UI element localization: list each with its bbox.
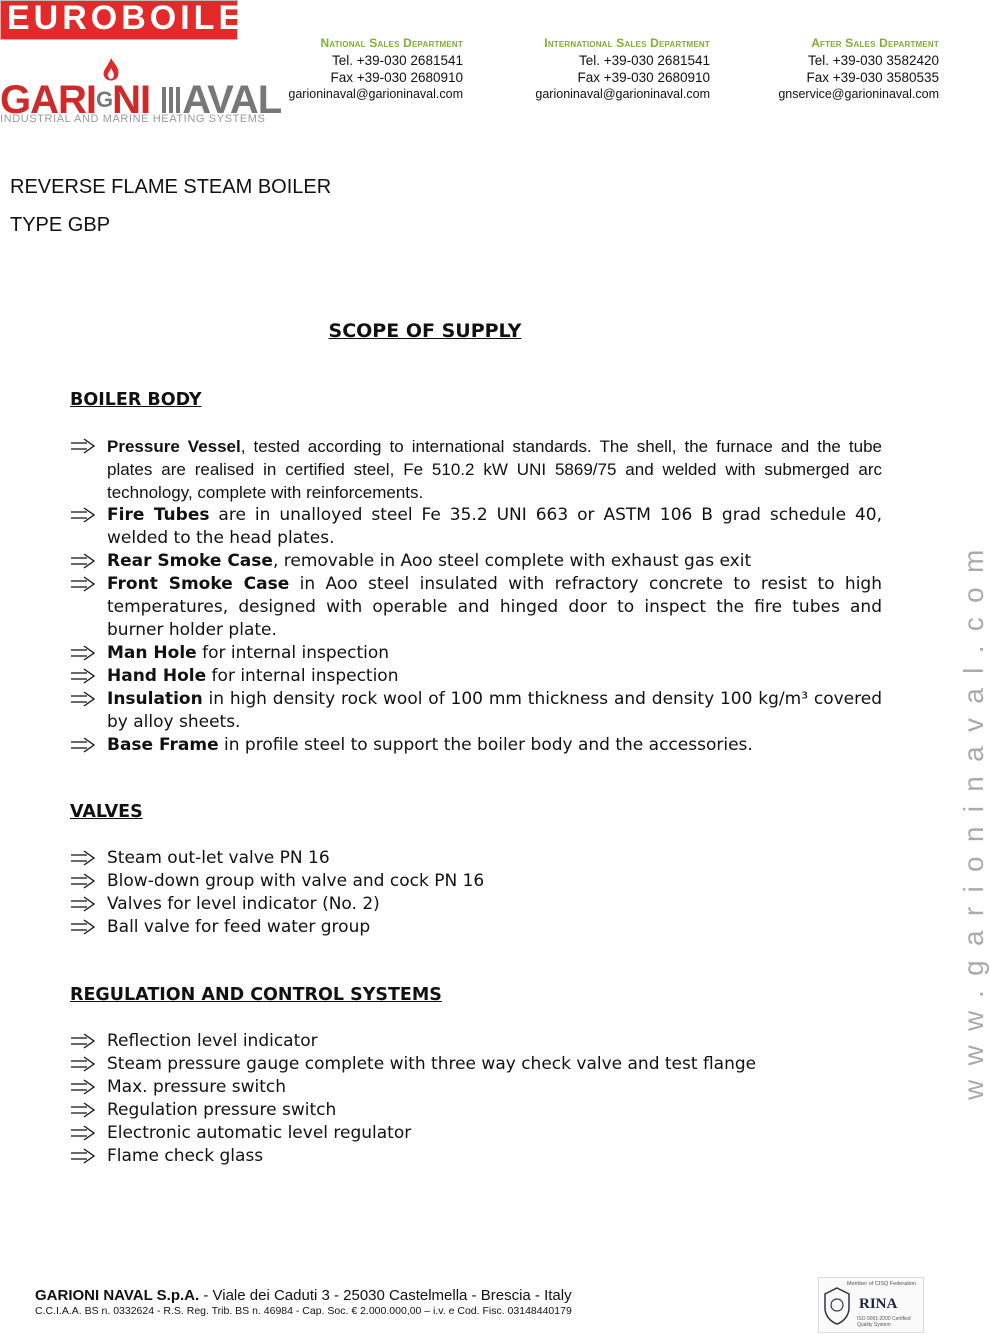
logo-tagline: INDUSTRIAL AND MARINE HEATING SYSTEMS [0, 113, 266, 125]
list-item: Base Frame in profile steel to support the boiler body and the accessories. [70, 734, 882, 757]
naval-ship-icon [160, 85, 182, 115]
arrow-icon [70, 668, 96, 684]
arrow-icon [70, 576, 96, 592]
list-item: Fire Tubes are in unalloyed steel Fe 35.2 UNI 663 or ASTM 106 B grad schedule 40, welded to the head plates. [70, 504, 882, 550]
website-vertical-text: www.garioninaval.com [958, 535, 989, 1100]
regulation-list [70, 1030, 882, 1168]
list-item: Flame check glass [70, 1145, 882, 1168]
scope-heading: SCOPE OF SUPPLY [328, 320, 522, 342]
arrow-icon [70, 645, 96, 661]
footer-address: GARIONI NAVAL S.p.A. - Viale dei Caduti 3 - 25030 Castelmella - Brescia - Italy [35, 1287, 572, 1304]
list-item: Steam pressure gauge complete with three way check valve and test flange [70, 1053, 882, 1076]
email-link[interactable]: gnservice@garioninaval.com [778, 87, 939, 101]
document-title: REVERSE FLAME STEAM BOILER [10, 176, 332, 198]
list-item: Front Smoke Case in Aoo steel insulated with refractory concrete to resist to high temperatures, designed with operable and hinged door to inspect the fire tubes and burner holder plate. [70, 573, 882, 642]
section-heading-regulation: REGULATION AND CONTROL SYSTEMS [70, 985, 442, 1005]
arrow-icon [70, 896, 96, 912]
company-logo [0, 0, 301, 130]
email-link[interactable]: garioninaval@garioninaval.com [288, 87, 463, 101]
arrow-icon [70, 1125, 96, 1141]
international-sales-contact: International Sales Department Tel. +39-030 2681541 Fax +39-030 2680910 garioninaval@garioninaval.com [535, 36, 710, 101]
list-item: Ball valve for feed water group [70, 916, 882, 939]
after-sales-contact: After Sales Department Tel. +39-030 3582420 Fax +39-030 3580535 gnservice@garioninaval.com [778, 36, 939, 101]
national-sales-contact: National Sales Department Tel. +39-030 2681541 Fax +39-030 2680910 garioninaval@garioninaval.com [288, 36, 463, 101]
arrow-icon [70, 438, 96, 454]
footer-legal: C.C.I.A.A. BS n. 0332624 - R.S. Reg. Trib. BS n. 46984 - Cap. Soc. € 2.000.000,00 – i.v. e Cod. Fisc. 03148440179 [35, 1305, 572, 1317]
arrow-icon [70, 737, 96, 753]
list-item: Insulation in high density rock wool of 100 mm thickness and density 100 kg/m³ covered by alloy sheets. [70, 688, 882, 734]
valves-list [70, 847, 882, 939]
arrow-icon [70, 691, 96, 707]
list-item: Regulation pressure switch [70, 1099, 882, 1122]
arrow-icon [70, 553, 96, 569]
euroboilers-text: EUROBOILERS [7, 0, 301, 37]
arrow-icon [70, 1079, 96, 1095]
arrow-icon [70, 850, 96, 866]
arrow-icon [70, 873, 96, 889]
arrow-icon [70, 1102, 96, 1118]
list-item: Blow-down group with valve and cock PN 16 [70, 870, 882, 893]
arrow-icon [70, 1148, 96, 1164]
list-item: Rear Smoke Case, removable in Aoo steel complete with exhaust gas exit [70, 550, 882, 573]
rina-certification-badge: Member of CISQ Federation RINA ISO 9001:2000 Certified Quality System [818, 1277, 924, 1333]
euroboilers-banner [0, 0, 301, 40]
list-item: Max. pressure switch [70, 1076, 882, 1099]
list-item: Reflection level indicator [70, 1030, 882, 1053]
list-item: Hand Hole for internal inspection [70, 665, 882, 688]
arrow-icon [70, 1033, 96, 1049]
arrow-icon [70, 919, 96, 935]
list-item: Steam out-let valve PN 16 [70, 847, 882, 870]
list-item: Electronic automatic level regulator [70, 1122, 882, 1145]
list-item: Pressure Vessel, tested according to international standards. The shell, the furnace and the tube plates are realised in certified steel, Fe 510.2 kW UNI 5869/75 and welded with submerged arc technology, complete with reinforcements. [70, 435, 882, 504]
certification-seal-icon [822, 1286, 852, 1326]
section-heading-boiler-body: BOILER BODY [70, 390, 202, 410]
boiler-body-list [70, 435, 882, 757]
list-item: Man Hole for internal inspection [70, 642, 882, 665]
garioni-naval-wordmark: GARIGNI AVAL [0, 78, 282, 122]
arrow-icon [70, 507, 96, 523]
list-item: Valves for level indicator (No. 2) [70, 893, 882, 916]
section-heading-valves: VALVES [70, 802, 143, 822]
email-link[interactable]: garioninaval@garioninaval.com [535, 87, 710, 101]
arrow-icon [70, 1056, 96, 1072]
document-type: TYPE GBP [10, 214, 111, 236]
